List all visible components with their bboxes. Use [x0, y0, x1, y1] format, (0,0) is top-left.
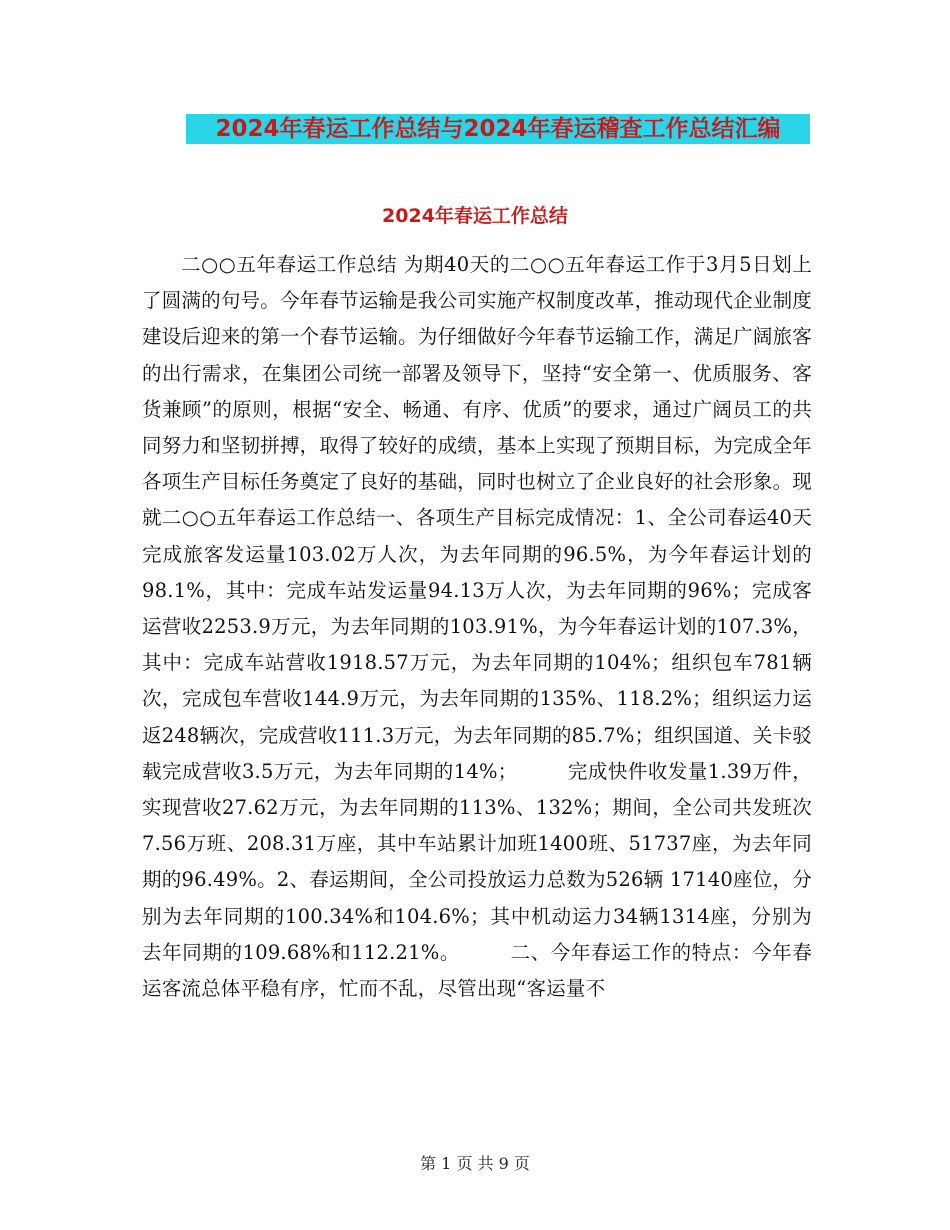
body-paragraph: 二○○五年春运工作总结 为期40天的二○○五年春运工作于3月5日划上了圆满的句号。今年春节运输是我公司实施产权制度改革，推动现代企业制度建设后迎来的第一个春节运输。为仔细做好今年春节运输工作，满足广阔旅客的出行需求，在集团公司统一部署及领导下，坚持“安全第一、优质服务、客货兼顾”的原则，根据“安全、畅通、有序、优质”的要求，通过广阔员工的共同努力和坚韧拼搏，取得了较好的成绩，基本上实现了预期目标，为完成全年各项生产目标任务奠定了良好的基础，同时也树立了企业良好的社会形象。现就二○○五年春运工作总结一、各项生产目标完成情况：1、全公司春运40天完成旅客发运量103.02万人次，为去年同期的96.5%，为今年春运计划的98.1%，其中：完成车站发运量94.13万人次，为去年同期的96%；完成客运营收2253.9万元，为去年同期的103.91%，为今年春运计划的107.3%，其中：完成车站营收1918.57万元，为去年同期的104%；组织包车781辆次，完成包车营收144.9万元，为去年同期的135%、118.2%；组织运力运返248辆次，完成营收111.3万元，为去年同期的85.7%；组织国道、关卡驳载完成营收3.5万元，为去年同期的14%； 完成快件收发量1.39万件，实现营收27.62万元，为去年同期的113%、132%；期间，全公司共发班次7.56万班、208.31万座，其中车站累计加班1400班、51737座，为去年同期的96.49%。2、春运期间，全公司投放运力总数为526辆 17140座位，分别为去年同期的100.34%和104.6%；其中机动运力34辆1314座，分别为去年同期的109.68%和112.21%。 二、今年春运工作的特点：今年春运客流总体平稳有序，忙而不乱，尽管出现“客运量不 — [142, 253, 812, 1001]
document-main-title: 2024年春运工作总结与2024年春运稽查工作总结汇编 — [186, 114, 810, 144]
section-title: 2024年春运工作总结 — [382, 205, 568, 227]
page-footer: 第 1 页 共 9 页 — [420, 1154, 530, 1173]
